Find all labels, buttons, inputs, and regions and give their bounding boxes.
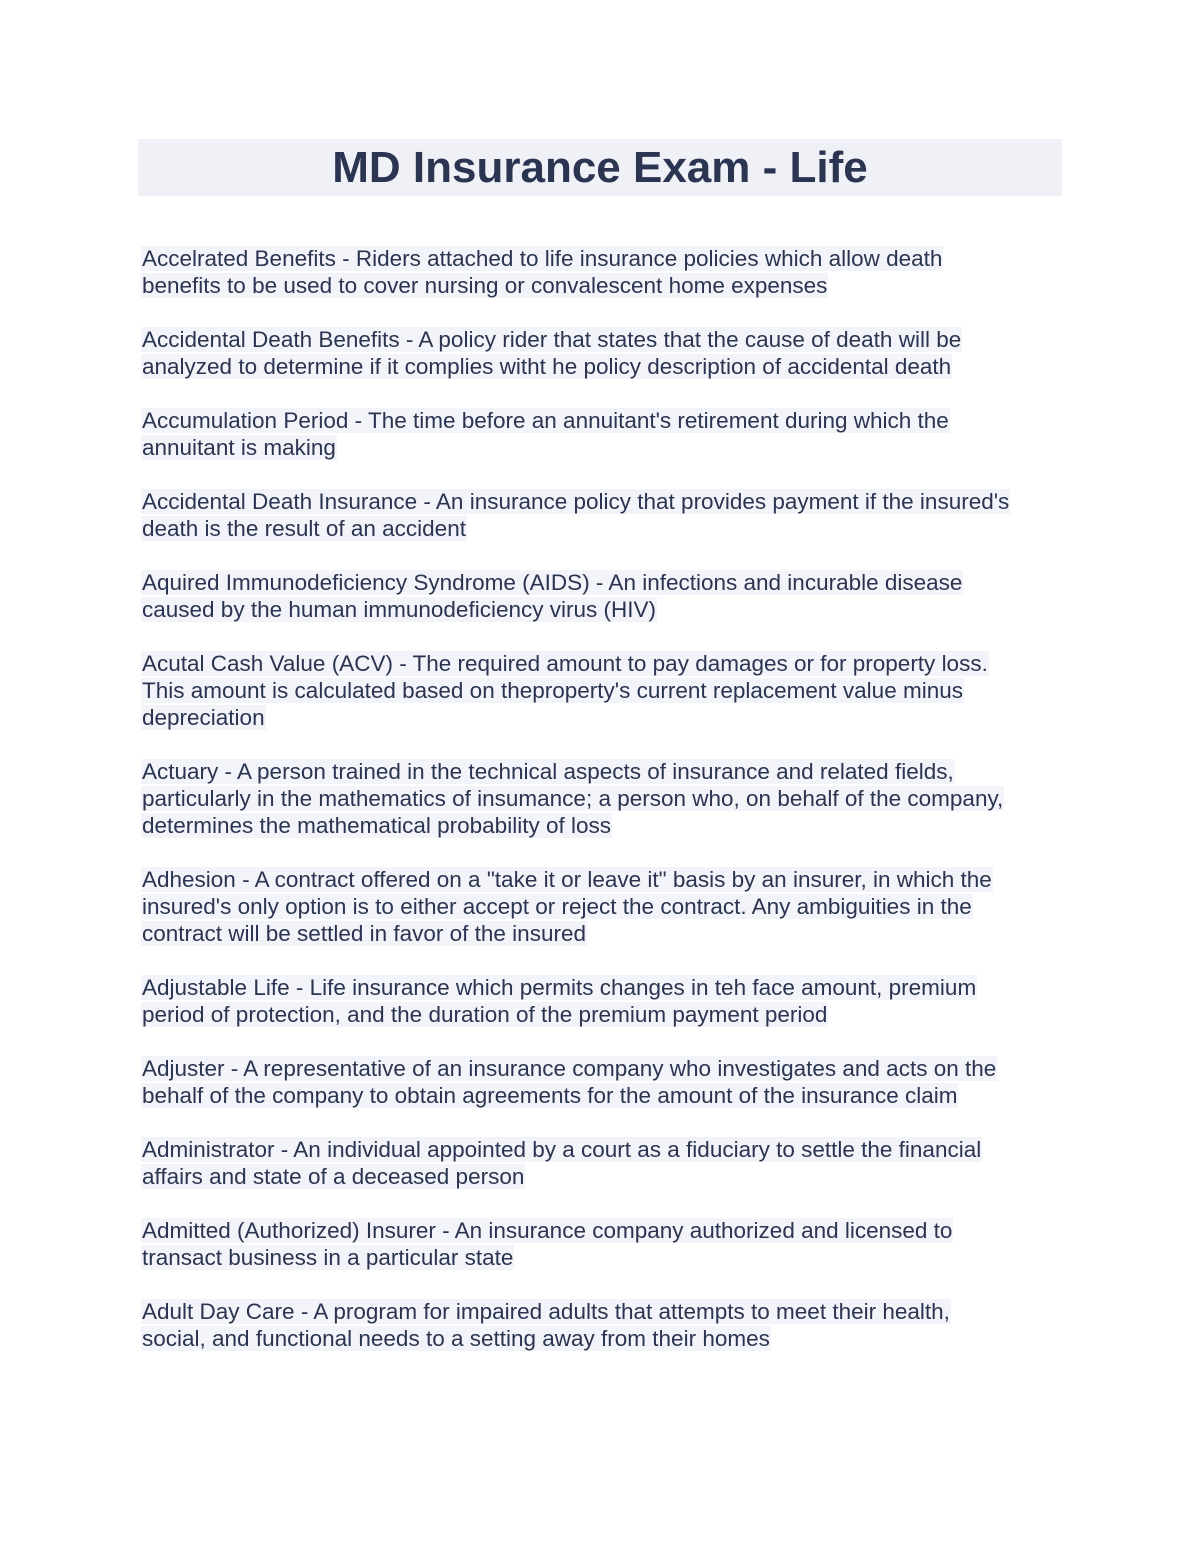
entry-line: behalf of the company to obtain agreements for the amount of the insurance claim — [142, 1083, 958, 1108]
entry-line: benefits to be used to cover nursing or convalescent home expenses — [142, 273, 828, 298]
entry-line: determines the mathematical probability of loss — [142, 813, 611, 838]
glossary-entry — [141, 1136, 1061, 1190]
entry-line: Adjustable Life - Life insurance which permits changes in teh face amount, premium — [142, 975, 977, 1000]
glossary-entry — [141, 1298, 1061, 1352]
glossary-entry — [141, 758, 1061, 839]
entry-line: Administrator - An individual appointed by a court as a fiduciary to settle the financial — [142, 1137, 982, 1162]
glossary-entry — [141, 488, 1061, 542]
glossary-entry — [141, 974, 1061, 1028]
glossary-entry — [141, 569, 1061, 623]
glossary-entry — [141, 1217, 1061, 1271]
glossary-entry — [141, 245, 1061, 299]
glossary-entry — [141, 650, 1061, 731]
entry-line: depreciation — [142, 705, 265, 730]
entry-line: Admitted (Authorized) Insurer - An insurance company authorized and licensed to — [142, 1218, 953, 1243]
entry-line: contract will be settled in favor of the insured — [142, 921, 586, 946]
title-band — [138, 139, 1062, 196]
entry-line: Accumulation Period - The time before an annuitant's retirement during which the — [142, 408, 949, 433]
entry-line: This amount is calculated based on theproperty's current replacement value minus — [142, 678, 963, 703]
entry-line: caused by the human immunodeficiency virus (HIV) — [142, 597, 656, 622]
entry-line: social, and functional needs to a setting away from their homes — [142, 1326, 770, 1351]
entry-line: particularly in the mathematics of insumance; a person who, on behalf of the company, — [142, 786, 1004, 811]
entry-line: death is the result of an accident — [142, 516, 466, 541]
entry-line: Adhesion - A contract offered on a "take it or leave it" basis by an insurer, in which the — [142, 867, 992, 892]
entry-line: Adult Day Care - A program for impaired adults that attempts to meet their health, — [142, 1299, 950, 1324]
glossary-entry — [141, 326, 1061, 380]
entry-line: Acutal Cash Value (ACV) - The required amount to pay damages or for property loss. — [142, 651, 988, 676]
entry-line: annuitant is making — [142, 435, 336, 460]
glossary-entry — [141, 1055, 1061, 1109]
entry-line: Accelrated Benefits - Riders attached to life insurance policies which allow death — [142, 246, 943, 271]
entry-line: Actuary - A person trained in the technical aspects of insurance and related fields, — [142, 759, 954, 784]
glossary-entry — [141, 866, 1061, 947]
entry-line: affairs and state of a deceased person — [142, 1164, 525, 1189]
entry-line: Accidental Death Insurance - An insurance policy that provides payment if the insured's — [142, 489, 1010, 514]
entry-line: analyzed to determine if it complies witht he policy description of accidental death — [142, 354, 952, 379]
entry-line: Adjuster - A representative of an insurance company who investigates and acts on the — [142, 1056, 997, 1081]
glossary-entry — [141, 407, 1061, 461]
glossary-list — [141, 245, 1061, 1379]
entry-line: Accidental Death Benefits - A policy rider that states that the cause of death will be — [142, 327, 962, 352]
entry-line: insured's only option is to either accept or reject the contract. Any ambiguities in the — [142, 894, 972, 919]
entry-line: period of protection, and the duration of the premium payment period — [142, 1002, 828, 1027]
entry-line: Aquired Immunodeficiency Syndrome (AIDS) - An infections and incurable disease — [142, 570, 963, 595]
page-title: MD Insurance Exam - Life — [332, 142, 868, 192]
entry-line: transact business in a particular state — [142, 1245, 514, 1270]
